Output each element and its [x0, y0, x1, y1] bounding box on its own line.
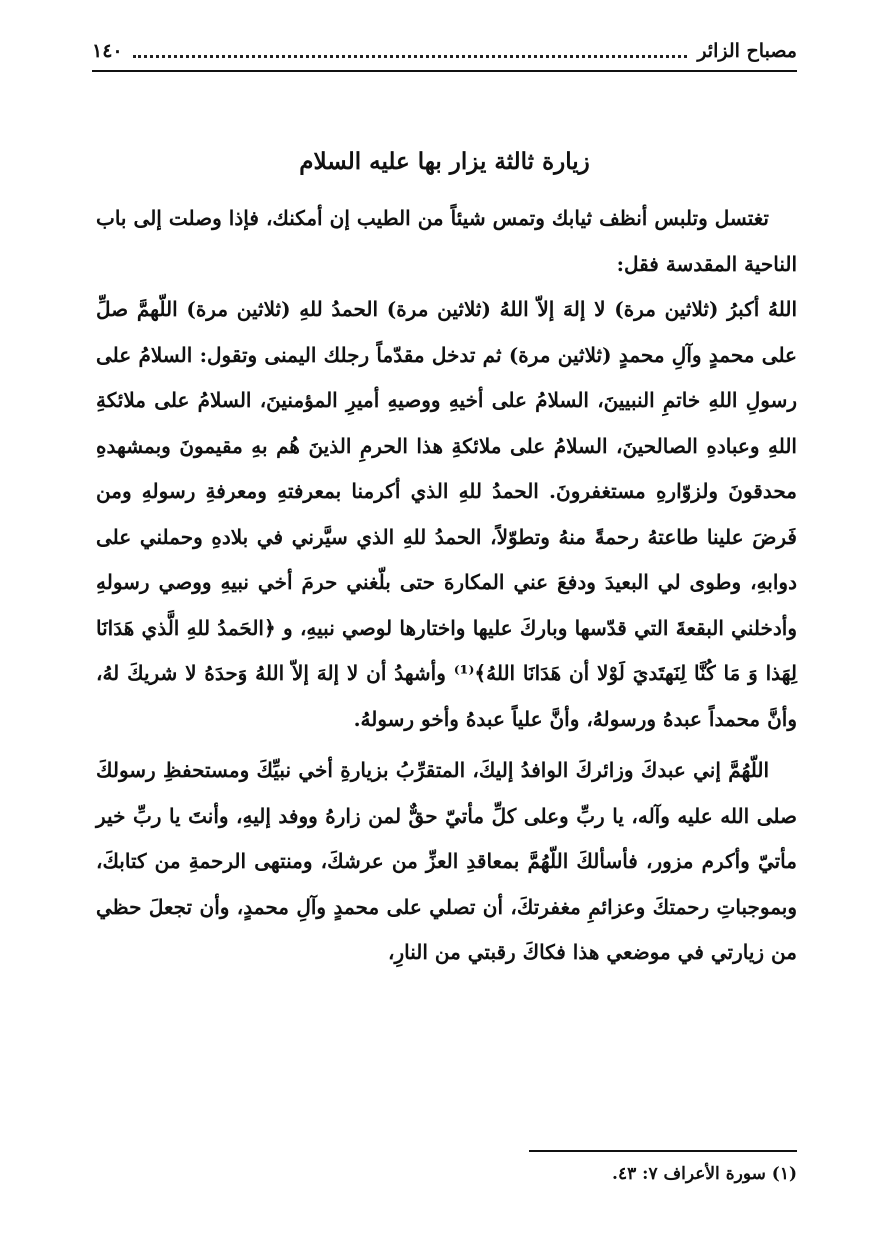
page-number: ١٤٠ [92, 40, 123, 62]
leader-dots [133, 55, 688, 58]
body-text [96, 196, 797, 976]
paragraph-ziyara: اللهُ أكبرُ (ثلاثين مرة) لا إلهَ إلاّ اللهُ (ثلاثين مرة) الحمدُ للهِ (ثلاثين مرة) اللّهمَّ صلِّ على محمدٍ وآلِ محمدٍ (ثلاثين مرة) ثم تدخل مقدّماً رجلك اليمنى وتقول: السلامُ على رسولِ اللهِ خاتمِ النبيينَ، السلامُ على أخيهِ ووصيهِ أميرِ المؤمنينَ، السلامُ على ملائكةِ اللهِ وعبادهِ الصالحينَ، السلامُ على ملائكةِ هذا الحرمِ الذينَ هُم بهِ مقيمونَ وبمشهدهِ محدقونَ ولزوّارهِ مستغفرونَ. الحمدُ للهِ الذي أكرمنا بمعرفتهِ ومعرفةِ رسولهِ ومن فَرضَ علينا طاعتهُ رحمةً منهُ وتطوّلاً، الحمدُ للهِ الذي سيَّرني في بلادهِ وحملني على دوابهِ، وطوى لي البعيدَ ودفعَ عني المكارهَ حتى بلّغني حرمَ أخي نبيهِ ووصي رسولهِ وأدخلني البقعةَ التي قدّسها وباركَ عليها واختارها لوصي نبيهِ، و ﴿الحَمدُ للهِ الَّذي هَدَانَا لِهَذا وَ مَا كُنَّا لِنَهتَديَ لَوْلا أن هَدَانَا اللهُ﴾⁽¹⁾ وأشهدُ أن لا إلهَ إلاّ اللهُ وَحدَهُ لا شريكَ لهُ، وأنَّ محمداً عبدهُ ورسولهُ، وأنَّ علياً عبدهُ وأخو رسولهُ. [96, 297, 797, 731]
book-title: مصباح الزائر [697, 40, 797, 62]
running-head [92, 34, 797, 68]
paragraph-intro: تغتسل وتلبس أنظف ثيابك وتمس شيئاً من الطيب إن أمكنك، فإذا وصلت إلى باب الناحية المقدسة فقل: [96, 206, 797, 276]
footnote: (١) سورة الأعراف ٧: ٤٣. [612, 1164, 797, 1184]
paragraph-dua: اللّهُمَّ إني عبدكَ وزائركَ الوافدُ إليكَ، المتقرِّبُ بزيارةِ أخي نبيِّكَ ومستحفظِ رسولكَ صلى الله عليه وآله، يا ربِّ وعلى كلِّ مأتيّ حقٌّ لمن زارهُ ووفد إليهِ، وأنتَ يا ربِّ خير مأتيّ وأكرم مزور، فأسألكَ اللّهُمَّ بمعاقدِ العزِّ من عرشكَ، ومنتهى الرحمةِ من كتابكَ، وبموجباتِ رحمتكَ وعزائمِ مغفرتكَ، أن تصلي على محمدٍ وآلِ محمدٍ، وأن تجعلَ حظي من زيارتي في موضعي هذا فكاكَ رقبتي من النارِ، [96, 758, 797, 964]
section-title: زيارة ثالثة يزار بها عليه السلام [299, 148, 590, 175]
footnote-rule [529, 1150, 797, 1152]
header-rule [92, 70, 797, 72]
